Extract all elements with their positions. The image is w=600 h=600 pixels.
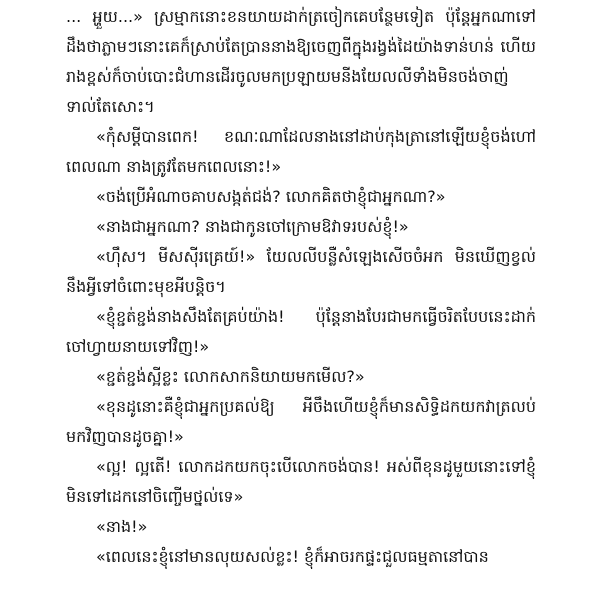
paragraph: ... អ្ហួយ...» ស្រម្មាកនោះខនយាយដាក់ត្រចៀកគេបន្ថែមទៀត ប៉ុន្តែអ្នកណាទៅដឹងថាភ្លាមៗនោះគេក៏ស្រាប់តែប្រាននាងឱ្យចេញពីក្នុងរង្វង់ដៃយ៉ាងទាន់ហន់ ហើយរាងខ្ពស់ក៏ចាប់បោះជំហានដើរចូលមកប្រឡាយមនីងយែលលីទាំងមិនចង់ចាញ់ទាល់តែសោះ។ <box>66 7 536 116</box>
paragraph: «នាង!» <box>96 517 148 536</box>
body-text <box>66 2 536 572</box>
paragraph: «ខុនដូនោះគឺខ្ញុំជាអ្នកប្រគល់ឱ្យ អីចឹងហើយខ្ញុំក៏មានសិទ្ធិដកយកវាត្រលប់មកវិញបានដូចគ្នា!» <box>66 397 536 446</box>
paragraph: «កុំសម្ដីបានពេក! ខណៈណាដែលនាងនៅដាប់កុងត្រានៅឡើយខ្ញុំចង់ហៅពេលណា នាងត្រូវតែមកពេលនោះ!» <box>66 127 536 176</box>
paragraph: «ខ្ញុំខ្ជត់ខ្ជង់នាងសឹងតែគ្រប់យ៉ាង! ប៉ុន្តែនាងបែរជាមកធ្វើចរិតបែបនេះដាក់ចៅហ្វាយនាយទៅវិញ!» <box>66 307 536 356</box>
paragraph: «ល្អ! ល្អតើ! លោកដកយកចុះបើលោកចង់បាន! អស់ពីខុនដូមួយនោះទៅខ្ញុំមិនទៅដេកនៅចិញ្ចើមថ្នល់ទេ» <box>66 457 536 506</box>
paragraph: «នាងជាអ្នកណា? នាងជាកូនចៅក្រោមឱវាទរបស់ខ្ញុំ!» <box>96 217 409 236</box>
paragraph: «ហ៊ឹស។ មីសស៊ីរគ្រេយ៍!» យែលលីបន្លឺសំឡេងសើចចំអក មិនឃើញខ្វល់នឹងអ្វីទៅចំពោះមុខអីបន្តិច។ <box>66 247 536 296</box>
paragraph: «ចង់ប្រើអំណាចគាបសង្កត់ជង់? លោកគិតថាខ្ញុំជាអ្នកណា?» <box>96 187 446 206</box>
paragraph: «ខ្ជត់ខ្ជង់ស្អីខ្លះ លោកសាកនិយាយមកមើល?» <box>96 367 365 386</box>
paragraph: «ពេលនេះខ្ញុំនៅមានលុយសល់ខ្លះ! ខ្ញុំក៏អាចរកផ្ទះជួលធម្មតានៅបាន <box>96 547 489 566</box>
